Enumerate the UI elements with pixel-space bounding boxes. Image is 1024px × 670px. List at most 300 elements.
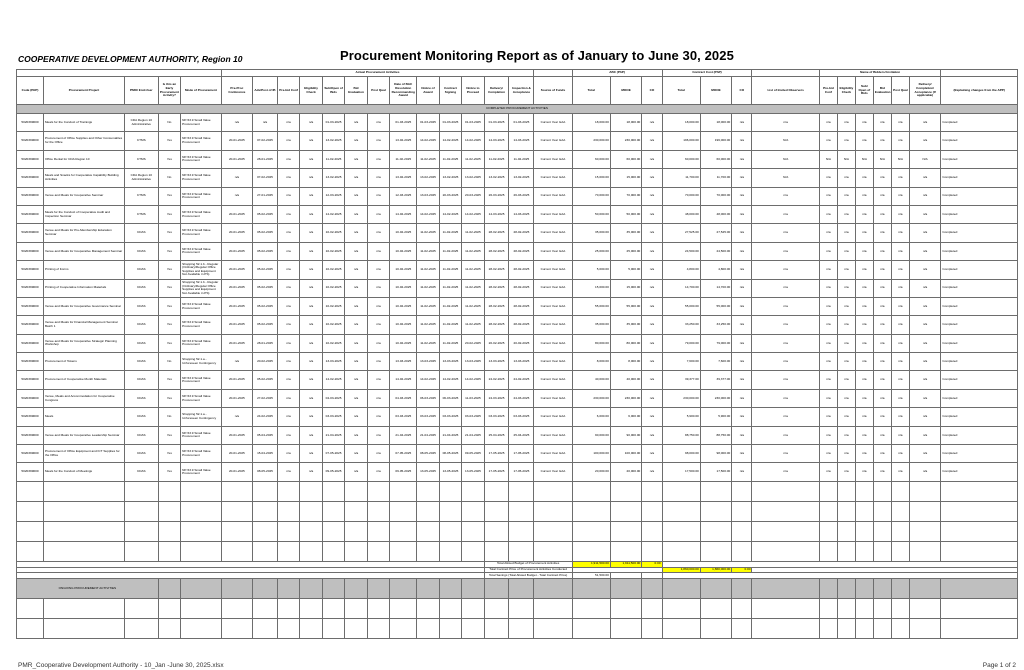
empty-cell: [345, 521, 367, 541]
cell-pmo: CTMS: [124, 205, 158, 223]
cell-cc-mooe: 14,700.00: [700, 279, 731, 297]
cell-ads: 05-02-2025: [253, 242, 278, 260]
cell-ads: 05-02-2025: [253, 261, 278, 279]
empty-cell: [819, 481, 837, 501]
empty-cell: [484, 481, 509, 501]
cell-elig: n/a: [300, 426, 322, 444]
cell-noa: 06-03-2025: [417, 389, 439, 407]
cell-insp: 28-02-2025: [509, 316, 534, 334]
cell-eval: n/a: [345, 389, 367, 407]
cell-code: 5020399000: [17, 316, 44, 334]
cell-obs: n/a: [752, 242, 819, 260]
cell-cc-mooe: 7,600.00: [700, 353, 731, 371]
cell-early: Yes: [158, 205, 180, 223]
empty-cell: [642, 541, 662, 561]
cell-noa: 13-03-2025: [417, 353, 439, 371]
cell-fund: Current Year GAA: [534, 408, 572, 426]
cell-mode: NP-53.9 Small Value Procurement: [181, 334, 222, 352]
cell-ntp: 11-02-2025: [462, 224, 484, 242]
cell-noa: 11-02-2025: [417, 261, 439, 279]
cell-b5: n/a: [891, 224, 909, 242]
empty-cell: [439, 599, 461, 619]
cell-insp: 13-02-2025: [509, 169, 534, 187]
cell-postqual: n/a: [367, 445, 389, 463]
cell-b3: n/a: [855, 297, 873, 315]
empty-cell: [941, 599, 1018, 619]
cell-cc-total: 48,000.00: [662, 205, 700, 223]
cell-b5: n/a: [891, 187, 909, 205]
cell-fund: Current Year GAA: [534, 114, 572, 132]
cell-ads: 15-04-2025: [253, 445, 278, 463]
cell-pmo: CDA Region 10 Administrative: [124, 114, 158, 132]
cell-abc-co: n/a: [642, 408, 662, 426]
empty-cell: [345, 599, 367, 619]
empty-cell: [124, 501, 158, 521]
totals-label: Total Alloted Budget of Procurement Activities: [484, 561, 572, 567]
empty-cell: [610, 521, 641, 541]
empty-cell: [484, 619, 509, 639]
cell-b2: n/a: [837, 371, 855, 389]
totals-abc-total: 1,911,500.00: [572, 561, 610, 567]
empty-cell: [509, 541, 534, 561]
cell-b4: n/a: [873, 242, 891, 260]
cell-code: 5020399000: [17, 114, 44, 132]
cell-cs: 11-02-2025: [439, 334, 461, 352]
cell-bacres: 11-02-2025: [390, 150, 417, 168]
cell-remarks: Completed: [941, 187, 1018, 205]
empty-cell: [322, 541, 344, 561]
empty-cell: [345, 501, 367, 521]
cell-code: 5020399000: [17, 389, 44, 407]
cell-subopen: 13-03-2025: [322, 353, 344, 371]
empty-cell: [322, 619, 344, 639]
empty-cell: [17, 501, 44, 521]
cell-cc-co: n/a: [732, 389, 752, 407]
cell-b5: n/a: [891, 463, 909, 481]
cell-project: Meals for the Conduct of Trainings: [43, 114, 124, 132]
empty-cell: [43, 481, 124, 501]
cell-cc-co: n/a: [732, 408, 752, 426]
cell-deliv: 11-02-2025: [484, 150, 509, 168]
cell-postqual: n/a: [367, 297, 389, 315]
cell-obs: N/A: [752, 132, 819, 150]
cell-prebid: n/a: [277, 169, 299, 187]
cell-bacres: 10-02-2025: [390, 297, 417, 315]
cell-fund: Current Year GAA: [534, 132, 572, 150]
empty-cell: [509, 579, 534, 599]
cell-elig: n/a: [300, 463, 322, 481]
cell-b6: n/a: [909, 334, 941, 352]
cell-cc-co: n/a: [732, 242, 752, 260]
empty-cell: [855, 541, 873, 561]
cell-b4: n/a: [873, 353, 891, 371]
table-row: [17, 445, 1018, 463]
cell-eval: n/a: [345, 261, 367, 279]
empty-cell: [700, 619, 731, 639]
cell-abc-total: 20,000.00: [572, 463, 610, 481]
cell-postqual: n/a: [367, 426, 389, 444]
cell-mode: NP-53.9 Small Value Procurement: [181, 463, 222, 481]
cell-elig: n/a: [300, 279, 322, 297]
cell-cc-total: 17,500.00: [662, 463, 700, 481]
cell-postqual: n/a: [367, 187, 389, 205]
cell-cs: 01-03-2025: [439, 114, 461, 132]
empty-row: [17, 599, 1018, 619]
section-title: ONGOING PROCUREMENT ACTIVITIES: [17, 579, 159, 599]
cell-b5: N/A: [891, 150, 909, 168]
cell-project: Venue and Meals for Cooperative Governance Seminar: [43, 297, 124, 315]
empty-cell: [837, 541, 855, 561]
cell-pmo: CTMS: [124, 132, 158, 150]
cell-prebid: n/a: [277, 426, 299, 444]
cell-prebid: n/a: [277, 408, 299, 426]
cell-b6: n/a: [909, 463, 941, 481]
empty-cell: [509, 501, 534, 521]
empty-cell: [732, 619, 752, 639]
cell-fund: Current Year GAA: [534, 463, 572, 481]
cell-project: Meals for the Conduct of Cooperative Audit and Inspection Seminar: [43, 205, 124, 223]
empty-cell: [855, 619, 873, 639]
cell-deliv: 28-02-2025: [484, 242, 509, 260]
cell-abc-mooe: 35,000.00: [610, 224, 641, 242]
empty-cell: [390, 501, 417, 521]
table-row: [17, 169, 1018, 187]
cell-ntp: 11-02-2025: [462, 242, 484, 260]
cell-cc-total: 39,377.00: [662, 371, 700, 389]
cell-preproc: n/a: [221, 187, 252, 205]
table-row: [17, 353, 1018, 371]
empty-cell: [662, 599, 700, 619]
cell-remarks: Completed: [941, 297, 1018, 315]
cell-cc-total: 98,000.00: [662, 445, 700, 463]
cell-abc-co: n/a: [642, 353, 662, 371]
cell-fund: Current Year GAA: [534, 279, 572, 297]
empty-cell: [534, 481, 572, 501]
empty-cell: [891, 619, 909, 639]
cell-abc-co: n/a: [642, 371, 662, 389]
cell-b5: n/a: [891, 334, 909, 352]
page-number: Page 1 of 2: [982, 662, 1016, 669]
cell-fund: Current Year GAA: [534, 334, 572, 352]
cell-postqual: n/a: [367, 132, 389, 150]
cell-abc-total: 18,000.00: [572, 114, 610, 132]
cell-b1: n/a: [819, 187, 837, 205]
cell-cc-total: 55,000.00: [662, 297, 700, 315]
cell-elig: n/a: [300, 334, 322, 352]
cell-insp: 25-04-2025: [509, 426, 534, 444]
cell-abc-mooe: 230,000.00: [610, 132, 641, 150]
cell-obs: n/a: [752, 114, 819, 132]
empty-cell: [941, 619, 1018, 639]
cell-b2: n/a: [837, 334, 855, 352]
cell-abc-total: 230,000.00: [572, 389, 610, 407]
column-header: MOOE: [700, 77, 731, 105]
cell-elig: n/a: [300, 187, 322, 205]
empty-cell: [534, 579, 572, 599]
empty-cell: [462, 541, 484, 561]
cell-cc-total: 230,000.00: [662, 389, 700, 407]
cell-bacres: 14-02-2025: [390, 205, 417, 223]
cell-b4: n/a: [873, 261, 891, 279]
cell-mode: NP-53.9 Small Value Procurement: [181, 445, 222, 463]
empty-cell: [390, 521, 417, 541]
cell-abc-total: 25,000.00: [572, 242, 610, 260]
column-header: CO: [732, 77, 752, 105]
empty-cell: [873, 619, 891, 639]
cell-deliv: 03-03-2025: [484, 408, 509, 426]
cell-remarks: Completed: [941, 169, 1018, 187]
cell-cc-co: n/a: [732, 334, 752, 352]
totals-cc-co: 0.00: [732, 567, 752, 573]
table-row: [17, 242, 1018, 260]
cell-b4: n/a: [873, 316, 891, 334]
cell-insp: 28-02-2025: [509, 261, 534, 279]
cell-b6: n/a: [909, 426, 941, 444]
empty-cell: [610, 579, 641, 599]
cell-cc-co: n/a: [732, 426, 752, 444]
empty-cell: [390, 481, 417, 501]
empty-cell: [417, 619, 439, 639]
empty-cell: [277, 619, 299, 639]
column-header: Bid Evaluation: [873, 77, 891, 105]
cell-deliv: 28-02-2025: [484, 224, 509, 242]
cell-b2: n/a: [837, 408, 855, 426]
cell-prebid: n/a: [277, 242, 299, 260]
cell-b2: n/a: [837, 297, 855, 315]
cell-cc-mooe: 17,500.00: [700, 463, 731, 481]
cell-prebid: n/a: [277, 389, 299, 407]
empty-cell: [322, 579, 344, 599]
cell-bacres: 03-03-2025: [390, 408, 417, 426]
cell-cs: 20-03-2025: [439, 187, 461, 205]
cell-abc-co: n/a: [642, 242, 662, 260]
cell-cc-mooe: 27,525.00: [700, 224, 731, 242]
empty-cell: [873, 541, 891, 561]
cell-remarks: Completed: [941, 445, 1018, 463]
totals-abc-mooe: 1,911,500.00: [610, 561, 641, 567]
empty-cell: [610, 619, 641, 639]
cell-b1: n/a: [819, 371, 837, 389]
cell-b6: n/a: [909, 389, 941, 407]
cell-subopen: 12-03-2025: [322, 187, 344, 205]
cell-project: Venue and Meals for Financial Management Seminar Batch 1: [43, 316, 124, 334]
cell-prebid: n/a: [277, 261, 299, 279]
cell-insp: 14-03-2025: [509, 205, 534, 223]
cell-cc-mooe: 70,000.00: [700, 187, 731, 205]
cell-project: Office Rental for CDA Region 10: [43, 150, 124, 168]
empty-cell: [700, 579, 731, 599]
cell-remarks: Completed: [941, 205, 1018, 223]
cell-pmo: CDAS: [124, 261, 158, 279]
cell-b3: n/a: [855, 408, 873, 426]
empty-cell: [43, 501, 124, 521]
cell-subopen: 13-02-2025: [322, 132, 344, 150]
empty-cell: [700, 599, 731, 619]
cell-project: Venue and Meals for Pre-Membership Education Seminar: [43, 224, 124, 242]
cell-insp: 20-02-2025: [509, 334, 534, 352]
cell-subopen: 10-02-2025: [322, 334, 344, 352]
empty-cell: [891, 599, 909, 619]
cell-abc-co: n/a: [642, 426, 662, 444]
cell-abc-total: 80,000.00: [572, 334, 610, 352]
cell-abc-co: n/a: [642, 463, 662, 481]
table-row: [17, 316, 1018, 334]
cell-ntp: 01-03-2025: [462, 114, 484, 132]
cell-remarks: Completed: [941, 150, 1018, 168]
cell-noa: 11-02-2025: [417, 224, 439, 242]
cell-ads: 05-02-2025: [253, 205, 278, 223]
cell-obs: n/a: [752, 426, 819, 444]
cell-pmo: CDAS: [124, 389, 158, 407]
cell-obs: n/a: [752, 445, 819, 463]
cell-prebid: n/a: [277, 114, 299, 132]
cell-b5: n/a: [891, 408, 909, 426]
cell-ads: 28-01-2025: [253, 334, 278, 352]
cell-prebid: n/a: [277, 132, 299, 150]
cell-ntp: 20-02-2025: [462, 334, 484, 352]
cell-fund: Current Year GAA: [534, 169, 572, 187]
cell-cc-mooe: 4,800.00: [700, 261, 731, 279]
empty-cell: [662, 541, 700, 561]
cell-cc-co: n/a: [732, 169, 752, 187]
table-row: [17, 334, 1018, 352]
cell-b3: n/a: [855, 353, 873, 371]
cell-preproc: 20-01-2025: [221, 445, 252, 463]
empty-cell: [322, 521, 344, 541]
empty-cell: [43, 521, 124, 541]
cell-eval: n/a: [345, 371, 367, 389]
cell-cs: 11-02-2025: [439, 224, 461, 242]
cell-code: 5020399000: [17, 297, 44, 315]
cell-b1: n/a: [819, 224, 837, 242]
cell-eval: n/a: [345, 426, 367, 444]
cell-prebid: n/a: [277, 187, 299, 205]
cell-early: Yes: [158, 445, 180, 463]
empty-cell: [221, 619, 252, 639]
cell-abc-mooe: 50,000.00: [610, 205, 641, 223]
column-header: Eligibility Check: [300, 77, 322, 105]
cell-cs: 11-02-2025: [439, 261, 461, 279]
empty-cell: [484, 501, 509, 521]
empty-cell: [752, 521, 819, 541]
cell-b3: n/a: [855, 205, 873, 223]
empty-cell: [367, 501, 389, 521]
empty-cell: [484, 521, 509, 541]
cell-project: Meals: [43, 408, 124, 426]
cell-b2: n/a: [837, 279, 855, 297]
empty-cell: [17, 599, 44, 619]
cell-code: 5020399000: [17, 224, 44, 242]
cell-preproc: 20-01-2025: [221, 242, 252, 260]
group-abc: ABC (PhP): [572, 70, 662, 77]
cell-abc-total: 35,000.00: [572, 316, 610, 334]
empty-cell: [819, 521, 837, 541]
cell-project: Procurement of Office Equipment and ICT Supplies for the Office: [43, 445, 124, 463]
cell-pmo: CDAS: [124, 408, 158, 426]
empty-cell: [300, 501, 322, 521]
cell-cc-co: n/a: [732, 371, 752, 389]
cell-cs: 13-05-2025: [439, 463, 461, 481]
cell-deliv: 17-05-2025: [484, 445, 509, 463]
cell-b1: n/a: [819, 408, 837, 426]
empty-cell: [158, 541, 180, 561]
cell-cc-total: 27,525.00: [662, 224, 700, 242]
cell-subopen: 10-02-2025: [322, 261, 344, 279]
empty-cell: [732, 541, 752, 561]
cell-mode: NP-53.9 Small Value Procurement: [181, 132, 222, 150]
empty-cell: [941, 481, 1018, 501]
empty-cell: [700, 541, 731, 561]
empty-cell: [837, 481, 855, 501]
empty-cell: [300, 619, 322, 639]
cell-b3: n/a: [855, 426, 873, 444]
empty-cell: [752, 501, 819, 521]
cell-subopen: 14-02-2025: [322, 205, 344, 223]
cell-abc-mooe: 20,000.00: [610, 463, 641, 481]
cell-abc-mooe: 70,000.00: [610, 187, 641, 205]
table-row: [17, 463, 1018, 481]
section-header-completed: [17, 105, 1018, 114]
cell-project: Venue and Meals for Cooperative Seminar: [43, 187, 124, 205]
cell-b5: n/a: [891, 445, 909, 463]
cell-cc-co: n/a: [732, 150, 752, 168]
cell-cc-total: 79,000.00: [662, 334, 700, 352]
cell-b1: n/a: [819, 297, 837, 315]
cell-abc-mooe: 60,000.00: [610, 150, 641, 168]
empty-cell: [855, 481, 873, 501]
column-header: Eligibility Check: [837, 77, 855, 105]
totals-cc-total: 1,860,000.00: [662, 567, 700, 573]
cell-subopen: 11-02-2025: [322, 150, 344, 168]
cell-remarks: Completed: [941, 463, 1018, 481]
cell-early: No: [158, 353, 180, 371]
cell-ads: 08-05-2025: [253, 463, 278, 481]
cell-preproc: 20-01-2025: [221, 150, 252, 168]
cell-b2: n/a: [837, 242, 855, 260]
cell-abc-total: 70,000.00: [572, 187, 610, 205]
cell-eval: n/a: [345, 334, 367, 352]
cell-cs: 11-02-2025: [439, 279, 461, 297]
cell-b2: n/a: [837, 445, 855, 463]
cell-pmo: CTMS: [124, 187, 158, 205]
cell-code: 5020399000: [17, 150, 44, 168]
empty-cell: [417, 599, 439, 619]
cell-bacres: 10-02-2025: [390, 316, 417, 334]
cell-abc-co: n/a: [642, 169, 662, 187]
table-row: [17, 389, 1018, 407]
cell-cc-total: 4,800.00: [662, 261, 700, 279]
cell-ntp: 11-02-2025: [462, 279, 484, 297]
empty-cell: [221, 521, 252, 541]
empty-cell: [439, 481, 461, 501]
cell-eval: n/a: [345, 463, 367, 481]
cell-insp: 28-02-2025: [509, 297, 534, 315]
cell-obs: n/a: [752, 187, 819, 205]
column-header: PMO/ End-User: [124, 77, 158, 105]
empty-cell: [484, 579, 509, 599]
empty-cell: [277, 481, 299, 501]
cell-noa: 03-03-2025: [417, 408, 439, 426]
cell-b4: n/a: [873, 426, 891, 444]
cell-b5: n/a: [891, 353, 909, 371]
cell-pmo: CDAS: [124, 445, 158, 463]
cell-insp: 24-03-2025: [509, 389, 534, 407]
cell-b4: n/a: [873, 169, 891, 187]
cell-cs: 14-02-2025: [439, 371, 461, 389]
cell-b4: n/a: [873, 334, 891, 352]
cell-fund: Current Year GAA: [534, 261, 572, 279]
cell-preproc: 20-01-2025: [221, 334, 252, 352]
